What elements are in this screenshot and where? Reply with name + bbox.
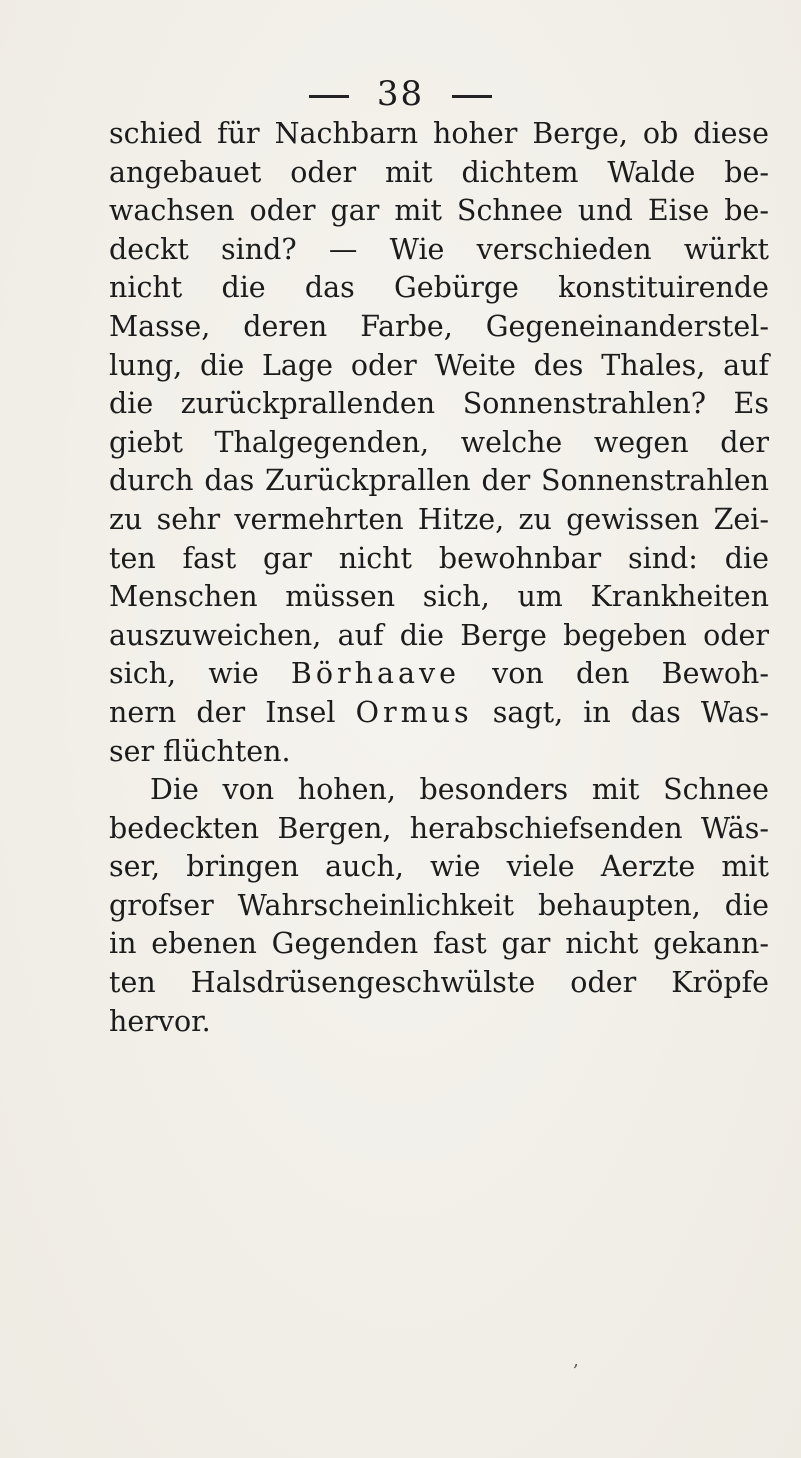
text-line: deckt sind? — Wie verschieden würkt xyxy=(109,232,769,266)
text-line: giebt Thalgegenden, welche wegen der xyxy=(109,425,769,459)
person-name: Börhaave xyxy=(290,657,460,691)
text-line: ser flüchten. xyxy=(109,734,291,768)
text-line: bedeckten Bergen, herabschiefsenden Wäs- xyxy=(109,811,769,845)
text-line: wachsen oder gar mit Schnee und Eise be- xyxy=(109,194,769,228)
body-text xyxy=(109,115,769,1041)
text-line: zu sehr vermehrten Hitze, zu gewissen Zei- xyxy=(109,502,769,536)
text-line xyxy=(109,655,769,694)
text-line: angebauet oder mit dichtem Walde be- xyxy=(109,155,769,189)
text-line: Die von hohen, besonders mit Schnee xyxy=(150,773,769,807)
stray-ink-mark: ‚ xyxy=(573,1350,579,1371)
text-line xyxy=(109,694,769,733)
text-line: Masse, deren Farbe, Gegeneinanderstel- xyxy=(109,309,769,343)
text-fragment: von den Bewoh- xyxy=(459,657,769,691)
text-fragment: sagt, in das Was- xyxy=(472,695,769,729)
text-line: grofser Wahrscheinlichkeit behaupten, die xyxy=(109,888,769,922)
text-line: Menschen müssen sich, um Krankheiten xyxy=(109,580,769,614)
text-fragment: nern der Insel xyxy=(109,695,356,729)
place-name: Ormus xyxy=(355,695,473,729)
text-line: durch das Zurückprallen der Sonnenstrahlen xyxy=(109,464,769,498)
text-line: ten Halsdrüsengeschwülste oder Kröpfe xyxy=(109,966,769,1000)
text-line: auszuweichen, auf die Berge begeben oder xyxy=(109,618,769,652)
page-number: 38 xyxy=(376,74,425,114)
header-dash-left xyxy=(309,95,349,98)
text-line: ten fast gar nicht bewohnbar sind: die xyxy=(109,541,769,575)
text-line: schied für Nachbarn hoher Berge, ob diese xyxy=(109,117,769,150)
page-header xyxy=(0,74,801,114)
text-line: in ebenen Gegenden fast gar nicht gekann- xyxy=(109,927,769,961)
text-line: ser, bringen auch, wie viele Aerzte mit xyxy=(109,850,769,884)
text-line: hervor. xyxy=(109,1004,211,1038)
text-line: lung, die Lage oder Weite des Thales, auf xyxy=(109,348,769,382)
text-line: die zurückprallenden Sonnenstrahlen? Es xyxy=(109,387,769,421)
text-line: nicht die das Gebürge konstituirende xyxy=(109,271,769,305)
text-fragment: sich, wie xyxy=(109,657,291,691)
header-dash-right xyxy=(452,95,492,98)
